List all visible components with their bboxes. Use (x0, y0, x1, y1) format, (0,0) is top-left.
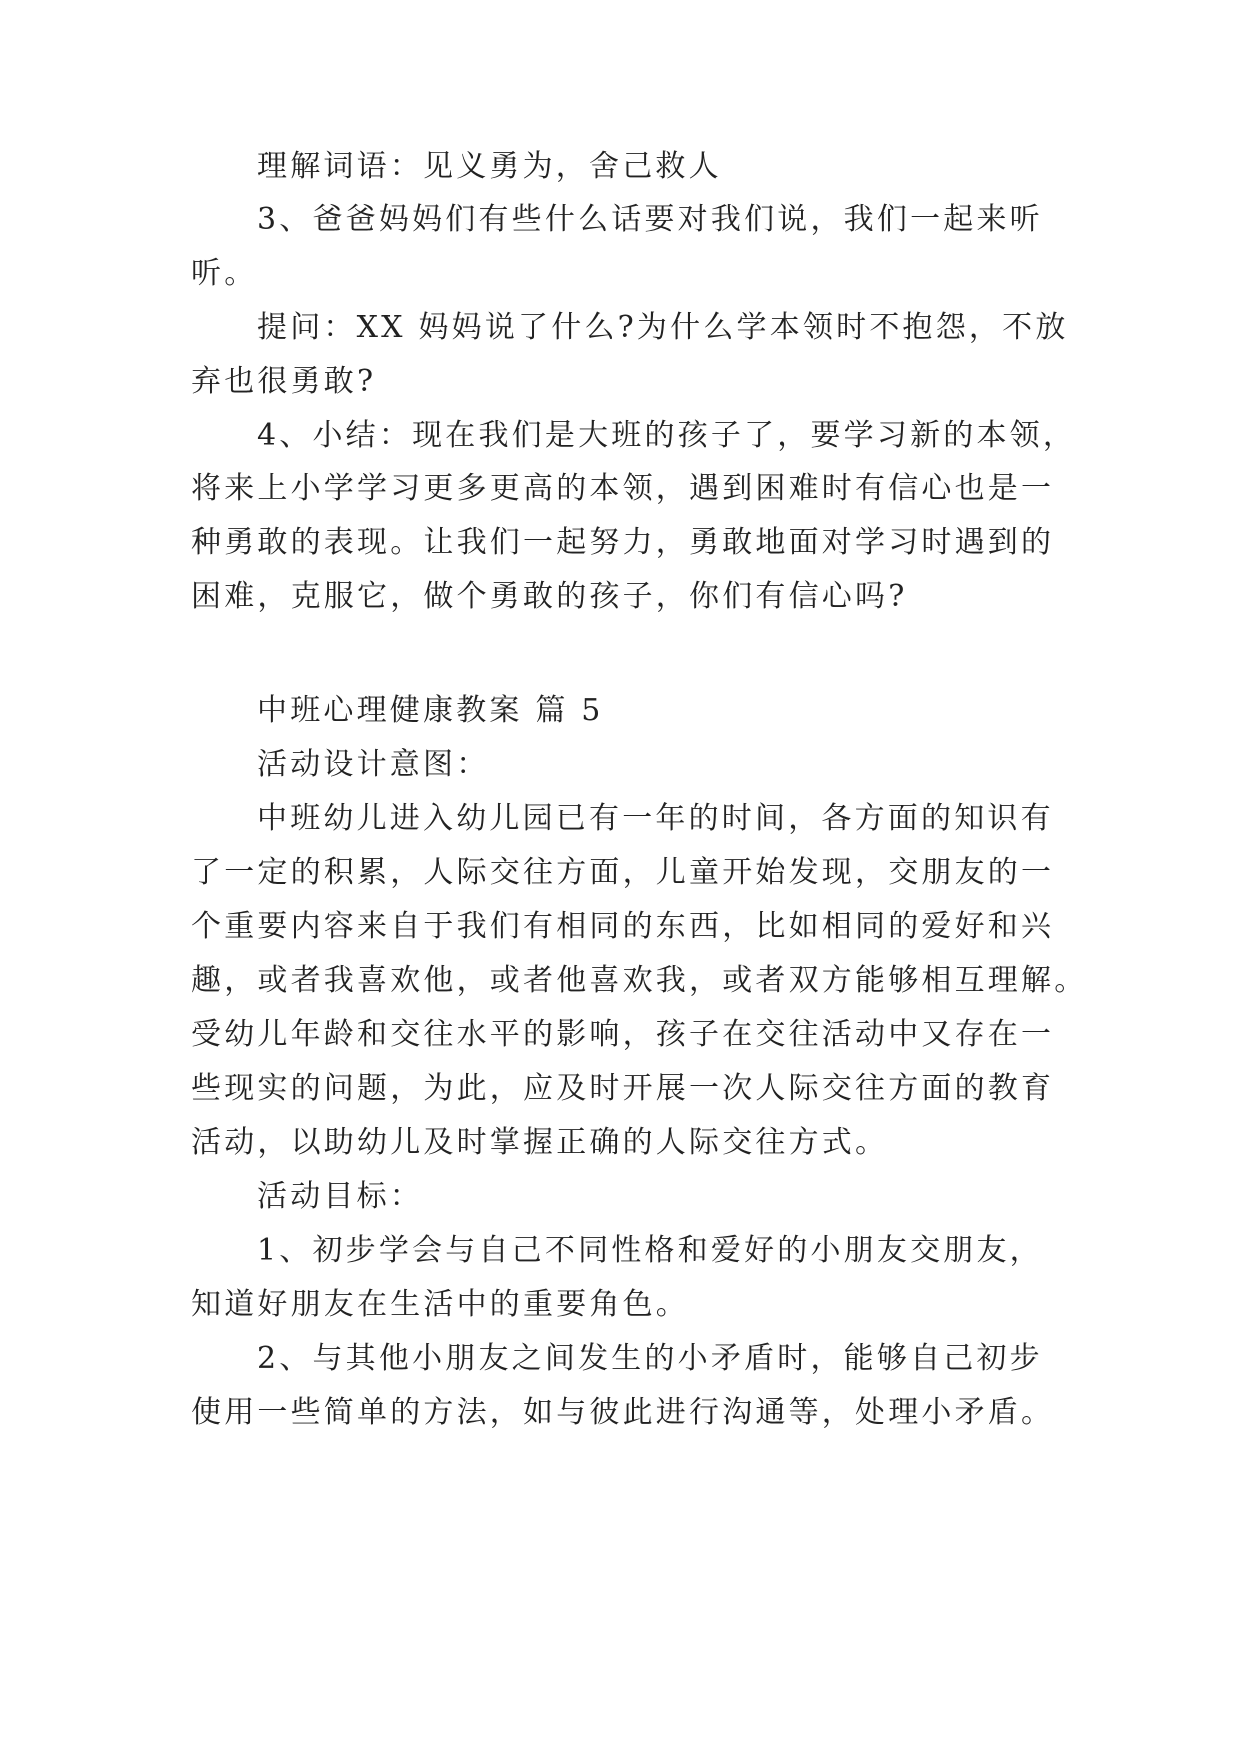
text-line: 使用一些简单的方法，如与彼此进行沟通等，处理小矛盾。 (191, 1395, 1055, 1430)
text-line: 2、与其他小朋友之间发生的小矛盾时，能够自己初步 (257, 1341, 1043, 1376)
text-line: 困难，克服它，做个勇敢的孩子，你们有信心吗? (191, 579, 908, 614)
text-line: 些现实的问题，为此，应及时开展一次人际交往方面的教育 (191, 1071, 1055, 1106)
text-line: 理解词语：见义勇为，舍己救人 (257, 149, 722, 184)
text-line: 中班幼儿进入幼儿园已有一年的时间，各方面的知识有 (257, 801, 1054, 836)
text-line: 知道好朋友在生活中的重要角色。 (191, 1287, 689, 1322)
text-line: 弃也很勇敢? (191, 364, 377, 399)
text-line: 个重要内容来自于我们有相同的东西，比如相同的爱好和兴 (191, 909, 1055, 944)
text-line: 提问：XX 妈妈说了什么?为什么学本领时不抱怨，不放 (257, 310, 1069, 345)
text-line: 3、爸爸妈妈们有些什么话要对我们说，我们一起来听 (257, 202, 1043, 237)
text-line: 种勇敢的表现。让我们一起努力，勇敢地面对学习时遇到的 (191, 525, 1055, 560)
text-line: 将来上小学学习更多更高的本领，遇到困难时有信心也是一 (191, 471, 1055, 506)
text-line: 趣，或者我喜欢他，或者他喜欢我，或者双方能够相互理解。 (191, 963, 1088, 998)
text-line: 活动，以助幼儿及时掌握正确的人际交往方式。 (191, 1125, 889, 1160)
subheading: 活动设计意图： (257, 747, 490, 782)
text-line: 4、小结：现在我们是大班的孩子了，要学习新的本领， (257, 418, 1077, 453)
subheading: 活动目标： (257, 1179, 423, 1214)
section-heading: 中班心理健康教案 篇 5 (257, 693, 604, 728)
text-line: 了一定的积累，人际交往方面，儿童开始发现，交朋友的一 (191, 855, 1055, 890)
text-line: 受幼儿年龄和交往水平的影响，孩子在交往活动中又存在一 (191, 1017, 1055, 1052)
text-line: 1、初步学会与自己不同性格和爱好的小朋友交朋友， (257, 1233, 1043, 1268)
text-line: 听。 (191, 256, 258, 291)
